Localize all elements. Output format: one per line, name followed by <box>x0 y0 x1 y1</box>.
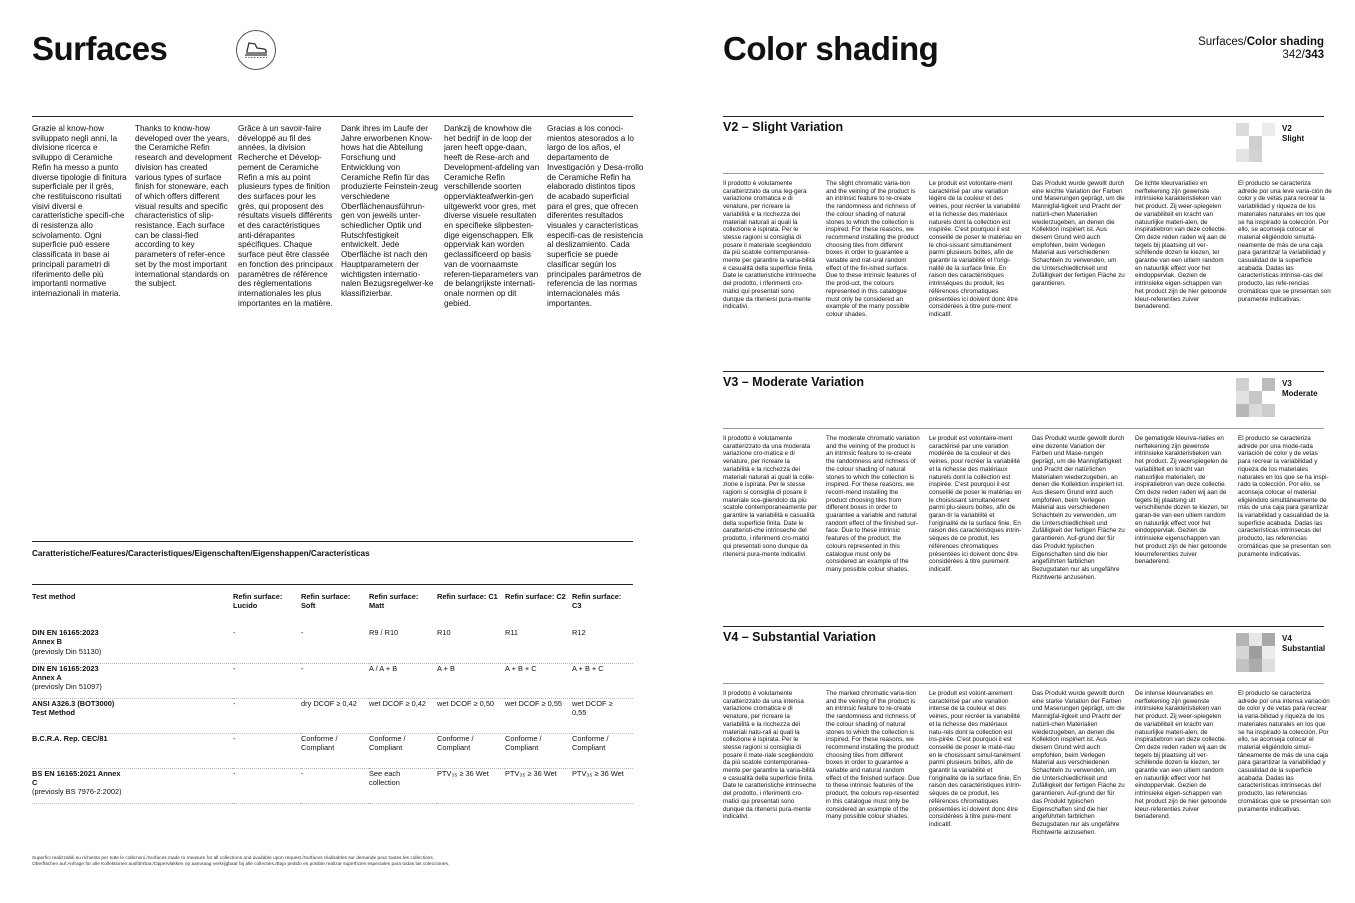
section-subdivider <box>723 173 1324 174</box>
section-title: V3 – Moderate Variation <box>723 375 865 389</box>
table-cell: Conforme / Compliant <box>369 733 437 768</box>
page-title-color-shading: Color shading <box>723 30 939 67</box>
swatch-label: Moderate <box>1282 389 1318 398</box>
table-cell: - <box>301 628 369 663</box>
shoe-on-surface-icon <box>236 30 276 70</box>
table-row <box>32 768 633 803</box>
swatch-cell <box>1236 404 1249 417</box>
table-header: Refin surface: Matt <box>369 592 419 611</box>
table-header: Refin surface: C2 <box>505 592 566 601</box>
section-text-column: Das Produkt wurde gewollt durch eine leichte Variation der Farben und Maserungen geprägt, um die Mannigfal-tigkeit und Pracht der natürli-chen Materialien wiederzugeben, an denen die Kollektion inspiriert ist. Aus diesem Grund wird auch empfohlen, beim Verlegen Material aus verschiedenen Schachteln zu verwenden, um die Unterschiedlichkeit und Zufälligkeit der fertigen Fläche zu garantieren. <box>1032 180 1125 288</box>
section-text-column: Le produit est volont-airement caractérisé par une variation intense de la couleur et des veines, pour recréer la variabilité et la richesse des matériaux natu-rels dont la collection est ins-pirée. C'est pourquoi il est conseillé de poser le maté-riau en le choisissant simul-tanément parmi plusieurs boîtes, afin de garantir la variabilité et l'originalité de la surface finie. En raison des caractéristiques intrin-sèques de ce produit, les références chromatiques présentées ici doivent donc être considérées à titre pure-ment indicatif. <box>929 690 1022 828</box>
features-table <box>32 592 633 804</box>
table-header: Refin surface: C3 <box>572 592 622 611</box>
table-cell: - <box>301 768 369 803</box>
table-cell: dry DCOF ≥ 0,42 <box>301 698 369 733</box>
table-cell: wet DCOF ≥ 0,55 <box>505 698 572 733</box>
table-cell: R11 <box>505 628 572 663</box>
test-method-name: ANSI A326.3 (BOT3000) Test Method <box>32 698 115 717</box>
swatch-code: V3 <box>1282 379 1292 388</box>
table-cell: R9 / R10 <box>369 628 437 663</box>
swatch-cell <box>1262 136 1275 149</box>
test-method-cell <box>32 698 233 733</box>
swatch-cell <box>1262 404 1275 417</box>
table-cell: A + B <box>437 663 505 698</box>
section-title: V2 – Slight Variation <box>723 120 844 134</box>
intro-text-column: Dankzij de knowhow die het bedrijf in de loop der jaren heeft opge-daan, heeft de Rese-arch and Development-afdeling van Ceramiche Refin verschillende soorten oppervlakteafwerkin-gen uitgewerkt voor gres, met diverse visuele resultaten en specifieke slipbesten-dige eigenschappen. Elk opperviak kan worden geclassificeerd op basis van de voornaamste referen-tieparameters van de belangrijkste internati-onale normen op dit gebied. <box>444 124 540 308</box>
color-shading-swatch <box>1236 633 1275 672</box>
test-method-note: (previosly BS 7976-2:2002) <box>32 787 122 797</box>
table-cell: - <box>301 663 369 698</box>
section-title: V4 – Substantial Variation <box>723 630 876 644</box>
swatch-cell <box>1236 659 1249 672</box>
section-divider <box>723 371 1324 372</box>
table-cell: PTV₃₅ ≥ 36 Wet <box>437 768 505 803</box>
table-cell: - <box>233 628 301 663</box>
swatch-cell <box>1262 391 1275 404</box>
table-cell: - <box>233 663 301 698</box>
section-text-column: Il prodotto è volutamente caratterizzato da una moderata variazione cro-matica e di venature, per ricreare la variabilità e la ricchezza dei materiali naturali ai quali la colle-zione è ispirata. Per le stesse ragioni si consiglia di posare il materiale sce-gliendolo da più scatole contemporaneamente per garantire la variabilità e casualità della superficie finita. Date le caratteristi-che intrinseche del prodotto, i riferimenti cro-matici qui presentati sono dunque da ritenersi pura-mente indicativi. <box>723 435 817 558</box>
section-text-column: Le produit est volontaire-ment caractérisé par une variation légère de la couleur et des veines, pour recréer la variabilité et la richesse des matériaux naturels dont la collection est inspirée. C'est pourquoi il est conseillé de poser le matériau en le choi-sissant simultanément parmi plusieurs boîtes, afin de garantir la variabilité et l'origi-nalité de la surface finie. En raison des caractéristiques intrinsèques du produit, les références chromatiques présentées ici doivent donc être considérées à titre pure-ment indicatif. <box>929 180 1022 318</box>
swatch-label: Substantial <box>1282 644 1326 653</box>
section-text-column: Das Produkt wurde gewollt durch eine starke Variation der Farben und Maserungen geprägt, um die Mannigfal-tigkeit und Pracht der natürli-chen Materialien wiederzugeben, an denen die Kollektion inspiriert ist. Aus diesem Grund wird auch empfohlen, beim Verlegen Material aus verschiedenen Schachteln zu verwenden, um die Unterschiedlichkeit und Zufälligkeit der fertigen Fläche zu garantieren. Auf-grund der für das Produkt typischen Eigenschaften sind die hier angeführten farblichen Bezugsdaten nur als ungefähre Richtwerte anzusehen. <box>1032 690 1125 836</box>
table-cell: - <box>233 768 301 803</box>
table-cell: - <box>233 733 301 768</box>
color-shading-swatch <box>1236 123 1275 162</box>
swatch-cell <box>1236 123 1249 136</box>
table-cell: wet DCOF ≥ 0,55 <box>572 698 633 733</box>
table-cell: - <box>233 698 301 733</box>
color-shading-swatch <box>1236 378 1275 417</box>
table-header: Refin surface: C1 <box>437 592 498 601</box>
section-text-column: The slight chromatic varia-tion and the veining of the product is an intrinsic feature to re-create the randomness and richness of the colour shading of natural stones to which the collection is inspired. For these reasons, we recommend installing the product choosing tiles from different boxes in order to guarantee a variable and nat-ural random effect of the fin-ished surface. Due to these intrinsic features of the prod-uct, the colours represented in this catalogue must only be considered an example of the many possible colour shades. <box>826 180 919 318</box>
page-number-current: 342/ <box>1282 49 1305 61</box>
swatch-cell <box>1262 378 1275 391</box>
section-text-column: Il prodotto è volutamente caratterizzato da una leg-gera variazione cromatica e di venature, per ricreare la variabilità e la ricchezza dei materiali naturali ai quali la collezione è ispirata. Per le stesse ragioni si consiglia di posare il materiale scegliendolo da più scatole contemporanea-mente per garantire la varia-bilità e casualità della superficie finita. Date le caratteristiche intrinseche del prodotto, i riferimenti cro-matici qui presentati sono dunque da ritenersi pura-mente indicativi. <box>723 180 817 311</box>
swatch-cell <box>1236 378 1249 391</box>
header-divider <box>32 116 633 117</box>
test-method-name: DIN EN 16165:2023 Annex A <box>32 663 99 682</box>
table-cell: A / A + B <box>369 663 437 698</box>
test-method-note: (previosly Din 51130) <box>32 646 102 656</box>
table-cell: Conforme / Compliant <box>572 733 633 768</box>
intro-text-column: Grazie al know-how sviluppato negli anni, la divisione ricerca e sviluppo di Ceramiche Refin ha messo a punto diverse tipologie di finitura superficiale per il grès, che restituiscono risultati visivi diversi e caratteristiche specifi-che di resistenza allo scivolamento. Ogni superficie può essere classificata in base ai principali parametri di riferimento delle più importanti normative internazionali in materia. <box>32 124 127 298</box>
table-cell: wet DCOF ≥ 0,50 <box>437 698 505 733</box>
footnote: Oberflächen auf Anfrage für alle Kollektionen ausführbar./Oppervlakken op aanvraag verkrijgbaar bij alle collecties./Bajo pedido es posible realizar superficies especiales para todas las colecciones. <box>32 862 450 867</box>
breadcrumb-parent[interactable]: Surfaces/ <box>1198 36 1247 48</box>
swatch-cell <box>1249 378 1262 391</box>
table-row <box>32 733 633 768</box>
swatch-cell <box>1236 646 1249 659</box>
test-method-note: (previosly Din 51097) <box>32 682 102 692</box>
table-cell: PTV₃₅ ≥ 36 Wet <box>572 768 633 803</box>
table-cell: wet DCOF ≥ 0,42 <box>369 698 437 733</box>
table-cell: A + B + C <box>572 663 633 698</box>
table-header: Refin surface: Lucido <box>233 592 283 611</box>
section-divider <box>723 626 1324 627</box>
table-cell: Conforme / Compliant <box>301 733 369 768</box>
table-cell: R10 <box>437 628 505 663</box>
swatch-code: V4 <box>1282 634 1292 643</box>
table-header-row <box>32 592 633 628</box>
test-method-name: BS EN 16165:2021 Annex C <box>32 768 121 787</box>
test-method-cell <box>32 663 233 698</box>
swatch-cell <box>1262 149 1275 162</box>
intro-text-column: Gracias a los conoci-mientos atesorados a lo largo de los años, el departamento de Investigación y Desa-rrollo de Ceramiche Refin ha elaborado distintos tipos de acabado superficial para el gres, que ofrecen diferentes resultados visuales y características especifi-cas de resistencia al deslizamiento. Cada superficie se puede clasificar según los principales parámetros de referencia de las normas internacionales más importantes. <box>547 124 644 308</box>
breadcrumb <box>1198 36 1324 62</box>
test-method-name: DIN EN 16165:2023 Annex B <box>32 628 99 647</box>
swatch-cell <box>1262 646 1275 659</box>
test-method-cell <box>32 628 233 663</box>
table-cell: R12 <box>572 628 633 663</box>
test-method-cell <box>32 768 233 803</box>
table-row <box>32 663 633 698</box>
swatch-cell <box>1262 123 1275 136</box>
swatch-cell <box>1236 149 1249 162</box>
section-text-column: Le produit est volontaire-ment caractérisé par une variation modérée de la couleur et des veines, pour recréer la variabilité et la richesse des matériaux naturels dont la collection est inspirée. C'est pourquoi il est conseillé de poser le matériau en le choisissant simultanément parmi plu-sieurs boîtes, afin de garan-tir la variabilité et l'originalité de la surface finie. En raison des caractéristiques intrin-sèques de ce produit, les références chromatiques présentées ici doivent donc être considérées à titre purement indicatif. <box>929 435 1022 573</box>
page-number-total: 343 <box>1304 49 1324 61</box>
section-text-column: De lichte kleurvariaties en nerftekening zijn gewenste intrinsieke karakteristieken van het product. Zij weer-spiegelen de variabiliteit en kracht van natuurlijke materi-alen, de inspiratiebron van deze collectie. Om deze reden raden wij aan de tegels bij plaatsing uit ver-schillende dozen te kiezen, ter garantie van een uitiem random en natuurlijk effect voor het eindoppervlak. Gezien de intrinsieke eigen-schappen van het product zijn de hier getoonde kleur-referenties zuiver benaderend. <box>1135 180 1227 311</box>
swatch-cell <box>1236 391 1249 404</box>
swatch-label: Slight <box>1282 134 1305 143</box>
section-text-column: The marked chromatic varia-tion and the veining of the product is an intrinsic feature to re-create the randomness and richness of the colour shading of natural stones to which the collection is inspired. For these reasons, we recommend installing the product choosing tiles from different boxes in order to guarantee a variable and natural random effect of the finished surface. Due to these intrinsic features of the product, the colours rep-resented in this catalogue must only be considered an example of the many possible colour shades. <box>826 690 920 821</box>
section-subdivider <box>723 683 1324 684</box>
table-cell: PTV₃₅ ≥ 36 Wet <box>505 768 572 803</box>
table-header: Test method <box>32 592 76 601</box>
section-text-column: El producto se caracteriza adrede por una intensa variación de color y de vetas para recrear la varia-bilidad y riqueza de los materiales naturales en los que se ha inspirado la colección. Por ello, se aconseja colocar el material eligiéndolo simul-táneamente de más de una caja para garantizar la variabilidad y casualidad de la superficie acabada. Dadas las características intrínsecas del producto, las referencias cromáticas que se presentan son puramente indicativas. <box>1238 690 1331 813</box>
section-text-column: El producto se caracteriza adrede por una leve varia-ción de color y de vetas para recrear la variabilidad y riqueza de los materiales naturales en los que se ha inspirado la colección. Por ello, se aconseja colocar el material eligiéndolo simultá-neamente de más de una caja para garantizar la variabilidad y casualidad de la superficie acabada. Dadas las características intrinse-cas del producto, las refe-rencias cromáticas que se presentan son puramente indicativas. <box>1238 180 1332 303</box>
swatch-cell <box>1249 136 1262 149</box>
swatch-cell <box>1249 149 1262 162</box>
footnote: Superfici realizzabili su richiesta per tutte le collezioni./Surfaces made to measure for all collections and available upon request./Surfaces réalisables sur demande pour toutes les collections. <box>32 856 435 861</box>
section-text-column: Das Produkt wurde gewollt durch eine dezente Variation der Farben und Mase-rungen geprägt, um die Mannigfaltigkeit und Pracht der natürlichen Materialien wiederzugeben, an denen die Kollektion inspiriert ist. Aus diesem Grund wird auch empfohlen, beim Verlegen Material aus verschiedenen Schachteln zu verwenden, um die Unterschiedlichkeit und Zufälligkeit der fertigen Fläche zu garantieren. Auf-grund der für das Produkt typischen Eigenschaften sind die hier angeführten farblichen Bezugsdaten nur als ungefähre Richtwerte anzusehen. <box>1032 435 1125 581</box>
table-cell: A + B + C <box>505 663 572 698</box>
section-text-column: El producto se caracteriza adrede por una mode-rada variación de color y de vetas para recrear la variabilidad y riqueza de los materiales naturales en los que se ha inspi-rado la colección. Por ello, se aconseja colocar el material eligiéndolo simultáneamente de más de una caja para garantizar la variabilidad y casualidad de la superficie acabada. Dadas las características intrínsecas del producto, las referencias cromáticas que se presentan son puramente indicativas. <box>1238 435 1331 558</box>
swatch-cell <box>1249 404 1262 417</box>
swatch-cell <box>1249 391 1262 404</box>
swatch-cell <box>1249 633 1262 646</box>
intro-text-column: Dank ihres im Laufe der Jahre erworbenen Know-hows hat die Abteilung Forschung und Entwicklung von Ceramiche Refin für das produzierte Feinstein-zeug verschiedene Oberflächenausführun-gen von jeweils unter-schiedlicher Optik und Rutschfestigkeit entwickelt. Jede Oberfläche ist nach den Hauptparametern der wichtigsten internatio-nalen Bezugsregelwer-ke klassifizierbar. <box>341 124 438 298</box>
section-text-column: The moderate chromatic variation and the veining of the product is an intrinsic feature to re-create the randomness and richness of the colour shading of natural stones to which the collection is inspired. For these reasons, we recom-mend installing the product choosing tiles from different boxes in order to guarantee a variable and natural random effect of the finished sur-face. Due to these intrinsic features of the product, the colours represented in this catalogue must only be considered an example of the many possible colour shades. <box>826 435 920 573</box>
table-cell: Conforme / Compliant <box>505 733 572 768</box>
features-divider <box>32 584 633 585</box>
breadcrumb-current: Color shading <box>1246 36 1324 48</box>
swatch-cell <box>1249 123 1262 136</box>
swatch-cell <box>1262 633 1275 646</box>
swatch-cell <box>1249 646 1262 659</box>
section-subdivider <box>723 428 1324 429</box>
swatch-cell <box>1262 659 1275 672</box>
section-divider <box>723 116 1324 117</box>
table-row <box>32 628 633 663</box>
page-title-surfaces: Surfaces <box>32 30 168 67</box>
section-text-column: De intense kleurvariaties en nerftekening zijn gewenste intrinsieke karakteristieken van het product. Zij weer-spiegelen de variabiliteit en kracht van natuurlijke materi-alen, de inspiratiebron van deze collectie. Om deze reden raden wij aan de tegels bij plaatsing uit ver-schillende dozen te kiezen, ter garantie van een uitiem random en natuurlijk effect voor het eindoppervlak. Gezien de intrinsieke eigen-schappen van het product zijn de hier getoonde kleur-referenties zuiver benaderend. <box>1135 690 1227 821</box>
swatch-code: V2 <box>1282 124 1292 133</box>
features-divider-top <box>32 541 633 542</box>
swatch-cell <box>1249 659 1262 672</box>
test-method-name: B.C.R.A. Rep. CEC/81 <box>32 733 108 743</box>
test-method-cell <box>32 733 233 768</box>
table-cell: Conforme / Compliant <box>437 733 505 768</box>
swatch-cell <box>1236 136 1249 149</box>
swatch-cell <box>1236 633 1249 646</box>
features-title: Caratteristiche/Features/Caracteristiques/Eigenschaften/Eigenshappen/Características <box>32 549 370 558</box>
table-header: Refin surface: Soft <box>301 592 351 611</box>
table-row <box>32 698 633 733</box>
intro-text-column: Thanks to know-how developed over the years, the Ceramiche Refin research and development division has created various types of surface finish for stoneware, each of which offers different visual results and specific characteristics of slip-resistance. Each surface can be classi-fied according to key parameters of refer-ence set by the most important international standards on the subject. <box>135 124 232 289</box>
intro-text-column: Grâce à un savoir-faire développé au fil des années, la division Recherche et Dévelop-pement de Ceramiche Refin a mis au point plusieurs types de finition des surfaces pour les grès, qui proposent des résultats visuels différents et des caractéristiques anti-dérapantes spécifiques. Chaque surface peut être classée en fonction des principaux paramètres de référence des règlementations internationales les plus importantes en la matière. <box>238 124 334 308</box>
section-text-column: Il prodotto è volutamente caratterizzato da una intensa variazione cromatica e di venature, per ricreare la variabilità e la ricchezza dei materiali natu-rali ai quali la collezione è ispirata. Per le stesse ragioni si consiglia di posare il mate-riale scegliendolo da più scatole contemporanea-mente per garantire la varia-bilità e casualità della superficie finita. Date le caratteristiche intrinseche del prodotto, i riferimenti cro-matici qui presentati sono dunque da ritenersi pura-mente indicativi. <box>723 690 817 821</box>
table-cell: See each collection <box>369 768 437 803</box>
section-text-column: De gematigde kleurva-riaties en nerftekening zijn gewenste intrinsieke karakteristieken van het product. Zij weerspiegelen de variabiliteit en kracht van natuurlijke materialen, de inspiratiebron van deze collectie. Om deze reden raden wij aan de tegels bij plaatsing uit verschillende dozen te kiezen, ter garan-tie van een uitiem random en natuurlijk effect voor het eindoppervlak. Gezien de intrinsieke eigenschappen van het product zijn de hier getoonde kleurreferenties zuiver benaderend. <box>1135 435 1229 566</box>
